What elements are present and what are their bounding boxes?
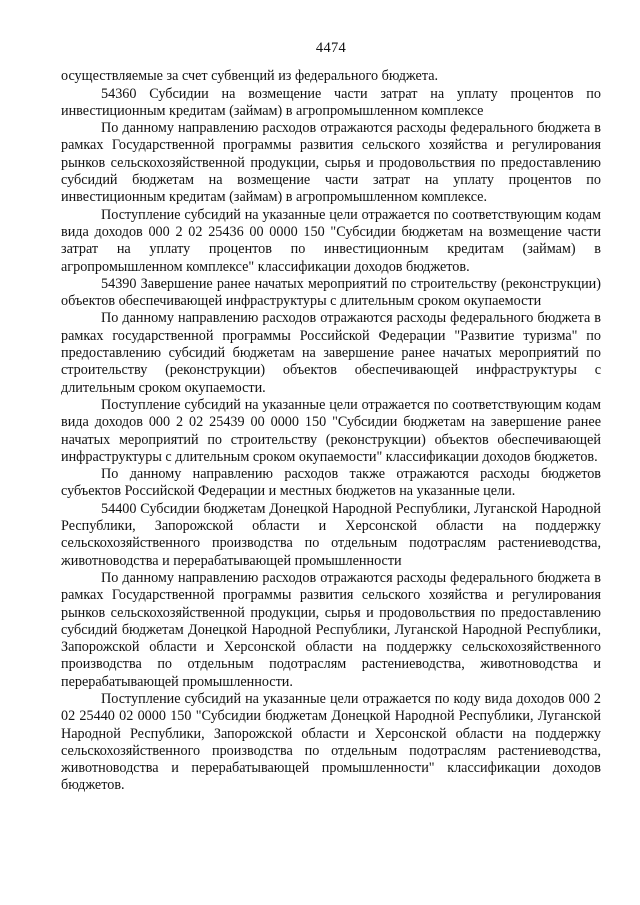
paragraph-54390-regional: По данному направлению расходов также отражаются расходы бюджетов субъектов Российской Федерации и местных бюджетов на указанные цели.: [61, 466, 601, 500]
paragraph-54360-expenses: По данному направлению расходов отражаются расходы федерального бюджета в рамках Государственной программы развития сельского хозяйства и регулирования рынков сельскохозяйственной продукции, сырья и продовольствия по предоставлению субсидий бюджетам на возмещение части затрат на уплату процентов по инвестиционным кредитам (займам) в агропромышленном комплексе.: [61, 120, 601, 206]
paragraph-54390-income: Поступление субсидий на указанные цели отражается по соответствующим кодам вида доходов 000 2 02 25439 00 0000 150 "Субсидии бюджетам на завершение ранее начатых мероприятий по строительству (реконструкции) объектов обеспечивающей инфраструктуры с длительным сроком окупаемости" классификации доходов бюджетов.: [61, 396, 601, 465]
section-heading-54390: 54390 Завершение ранее начатых мероприятий по строительству (реконструкции) объектов обеспечивающей инфраструктуры с длительным сроком окупаемости: [61, 275, 601, 310]
paragraph-54400-expenses: По данному направлению расходов отражаются расходы федерального бюджета в рамках Государственной программы развития сельского хозяйства и регулирования рынков сельскохозяйственной продукции, сырья и продовольствия по предоставлению субсидий бюджетам Донецкой Народной Республики, Луганской Народной Республики, Запорожской области и Херсонской области на поддержку сельскохозяйственного производства по отдельным подотраслям растениеводства, животноводства и перерабатывающей промышленности.: [61, 569, 601, 690]
paragraph-continuation: осуществляемые за счет субвенций из федерального бюджета.: [61, 68, 439, 85]
section-heading-54360: 54360 Субсидии на возмещение части затрат на уплату процентов по инвестиционным кредитам (займам) в агропромышленном комплексе: [61, 85, 601, 119]
paragraph-54360-income: Поступление субсидий на указанные цели отражается по соответствующим кодам вида доходов 000 2 02 25436 00 0000 150 "Субсидии бюджетам на возмещение части затрат на уплату процентов по инвестиционным кредитам (займам) в агропромышленном комплексе" классификации доходов бюджетов.: [61, 206, 601, 275]
paragraph-54390-expenses: По данному направлению расходов отражаются расходы федерального бюджета в рамках государственной программы Российской Федерации "Развитие туризма" по предоставлению субсидий бюджетам на завершение ранее начатых мероприятий по строительству (реконструкции) объектов обеспечивающей инфраструктуры с длительным сроком окупаемости.: [61, 310, 601, 396]
section-heading-54400: 54400 Субсидии бюджетам Донецкой Народной Республики, Луганской Народной Республики, Запорожской области и Херсонской области на поддержку сельскохозяйственного производства по отдельным подотраслям растениеводства, животноводства и перерабатывающей промышленности: [61, 500, 601, 569]
paragraph-54400-income: Поступление субсидий на указанные цели отражается по коду вида доходов 000 2 02 25440 02 0000 150 "Субсидии бюджетам Донецкой Народной Республики, Луганской Народной Республики, Запорожской области и Херсонской области на поддержку сельскохозяйственного производства по отдельным подотраслям растениеводства, животноводства и перерабатывающей промышленности" классификации доходов бюджетов.: [61, 690, 601, 794]
page-number: 4474: [315, 40, 347, 56]
document-page: [61, 40, 601, 795]
